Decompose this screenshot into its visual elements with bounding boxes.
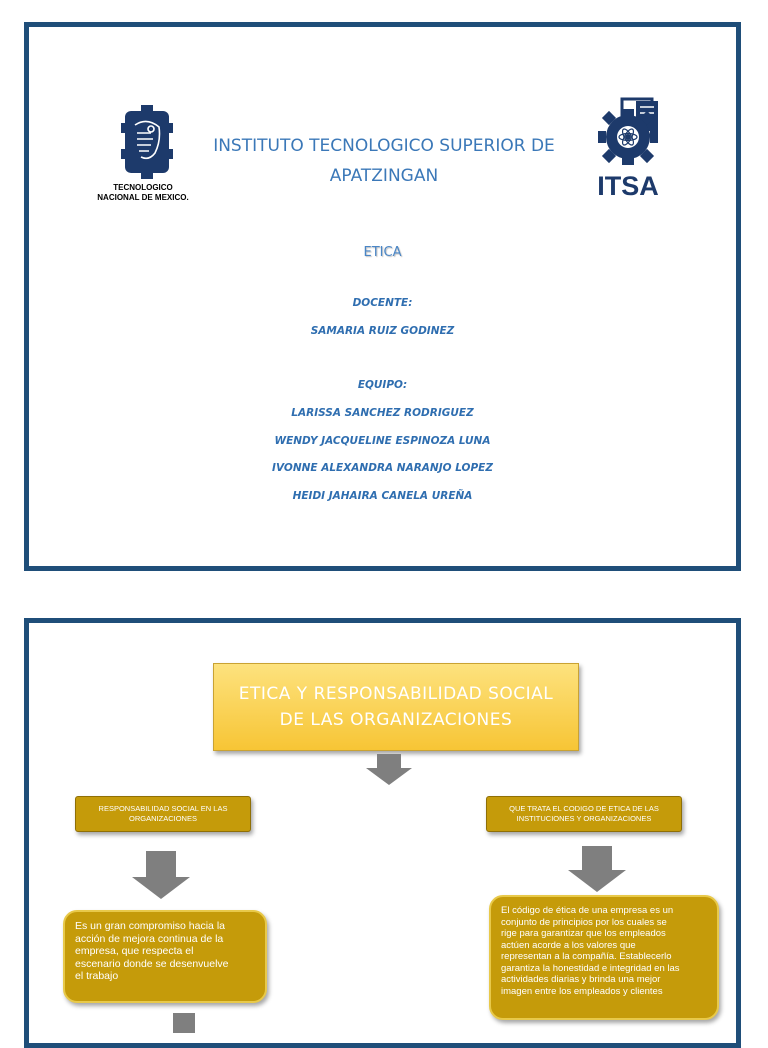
down-arrow-icon [364, 754, 414, 786]
right-description-line: conjunto de principios por los cuales se [501, 916, 667, 928]
gear-head-icon [121, 105, 173, 179]
right-description-line: rige para garantizar que los empleados [501, 928, 666, 939]
institution-title-line-2: APATZINGAN [329, 166, 439, 186]
cover-page [24, 22, 741, 571]
right-description-line: garantiza la honestidad e integridad en las [501, 962, 680, 974]
team-member: IVONNE ALEXANDRA NARANJO LOPEZ [272, 462, 493, 474]
left-description-line: acción de mejora continua de la [75, 932, 224, 945]
tecnm-logo [85, 105, 205, 215]
gear-book-icon [592, 97, 676, 201]
right-description-line: actúen acorde a los valores que [501, 939, 636, 951]
institution-title [189, 131, 579, 191]
left-description-line: empresa, que respecta el [75, 945, 194, 957]
down-arrow-icon [566, 846, 628, 894]
concept-map-page [24, 618, 741, 1048]
team-member: WENDY JACQUELINE ESPINOZA LUNA [274, 435, 491, 447]
teacher-label: DOCENTE: [352, 297, 413, 309]
tecnm-logo-line-2: NACIONAL DE MEXICO. [97, 193, 189, 202]
left-heading-line-1: RESPONSABILIDAD SOCIAL EN LAS [98, 804, 228, 813]
itsa-logo [592, 97, 676, 201]
right-heading-box [486, 796, 682, 832]
left-heading-box [75, 796, 251, 832]
right-description-box [489, 895, 719, 1020]
itsa-logo-text: ITSA [597, 171, 659, 201]
team-member: LARISSA SANCHEZ RODRIGUEZ [291, 407, 474, 419]
right-description-line: actividades diarias y brinda una mejor [501, 974, 661, 985]
right-description-line: El código de ética de una empresa es un [501, 905, 674, 916]
right-heading-line-1: QUE TRATA EL CODIGO DE ETICA DE LAS [509, 804, 659, 813]
left-description-line: el trabajo [75, 970, 119, 982]
left-description-line: Es un gran compromiso hacia la [75, 920, 225, 932]
down-arrow-icon [130, 851, 192, 901]
right-heading-line-2: INSTITUCIONES Y ORGANIZACIONES [516, 814, 652, 823]
subject-title: ETICA [363, 245, 402, 260]
teacher-name: SAMARIA RUIZ GODINEZ [310, 325, 455, 337]
concept-map-title-line-2: DE LAS ORGANIZACIONES [279, 710, 513, 730]
left-description-line: escenario donde se desenvuelve [75, 957, 229, 970]
left-description-box [63, 910, 267, 1003]
tecnm-logo-line-1: TECNOLOGICO [113, 183, 173, 192]
down-arrow-icon [169, 1013, 199, 1033]
concept-map-title-line-1: ETICA Y RESPONSABILIDAD SOCIAL [238, 684, 554, 704]
team-label: EQUIPO: [357, 379, 408, 391]
left-heading-line-2: ORGANIZACIONES [129, 814, 197, 823]
right-description-line: representan a la compañía. Establecerlo [501, 951, 672, 962]
concept-map-title [213, 663, 579, 751]
team-member: HEIDI JAHAIRA CANELA UREÑA [292, 490, 473, 502]
right-description-line: imagen entre los empleados y clientes [501, 985, 663, 997]
institution-title-line-1: INSTITUTO TECNOLOGICO SUPERIOR DE [213, 136, 555, 156]
